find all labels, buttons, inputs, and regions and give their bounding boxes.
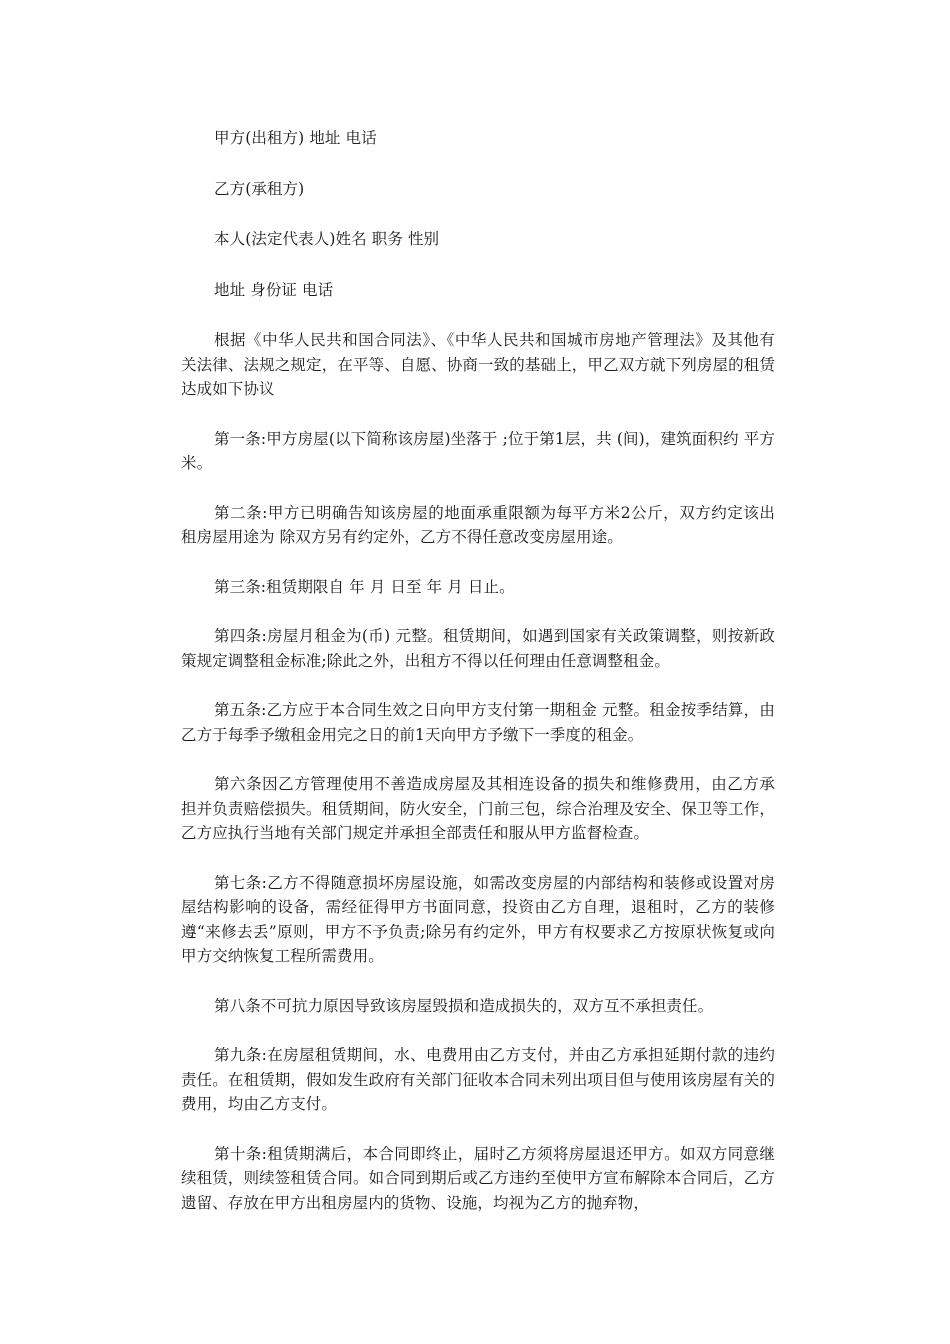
- article-7: 第七条:乙方不得随意损坏房屋设施，如需改变房屋的内部结构和装修或设置对房屋结构影响的设备，需经征得甲方书面同意，投资由乙方自理，退租时，乙方的装修遵“来修去丢”原则，甲方不予负责;除另有约定外，甲方有权要求乙方按原状恢复或向甲方交纳恢复工程所需费用。: [181, 873, 775, 965]
- document-body: [181, 126, 775, 1240]
- article-2: 第二条:甲方已明确告知该房屋的地面承重限额为每平方米2公斤，双方约定该出租房屋用途为 除双方另有约定外，乙方不得任意改变房屋用途。: [181, 503, 775, 546]
- article-3: 第三条:租赁期限自 年 月 日至 年 月 日止。: [214, 577, 515, 596]
- article-10: 第十条:租赁期满后，本合同即终止，届时乙方须将房屋退还甲方。如双方同意继续租赁，则续签租赁合同。如合同到期后或乙方违约至使甲方宣布解除本合同后，乙方遗留、存放在甲方出租房屋内的货物、设施，均视为乙方的抛弃物，: [181, 1144, 775, 1212]
- article-8: 第八条不可抗力原因导致该房屋毁损和造成损失的，双方互不承担责任。: [214, 996, 714, 1015]
- preamble-paragraph: 根据《中华人民共和国合同法》、《中华人民共和国城市房地产管理法》及其他有关法律、法规之规定，在平等、自愿、协商一致的基础上，甲乙双方就下列房屋的租赁达成如下协议: [181, 331, 775, 398]
- address-id-line: 地址 身份证 电话: [214, 280, 334, 299]
- article-6: 第六条因乙方管理使用不善造成房屋及其相连设备的损失和维修费用，由乙方承担并负责赔偿损失。租赁期间，防火安全，门前三包，综合治理及安全、保卫等工作，乙方应执行当地有关部门规定并承担全部责任和服从甲方监督检查。: [181, 775, 775, 842]
- article-5: 第五条:乙方应于本合同生效之日向甲方支付第一期租金 元整。租金按季结算，由乙方于每季予缴租金用完之日的前1天向甲方予缴下一季度的租金。: [181, 701, 775, 744]
- article-1: 第一条:甲方房屋(以下简称该房屋)坐落于 ;位于第1层，共 (间)，建筑面积约 平方米。: [181, 429, 775, 472]
- representative-line: 本人(法定代表人)姓名 职务 性别: [214, 230, 440, 248]
- article-9: 第九条:在房屋租赁期间，水、电费用由乙方支付，并由乙方承担延期付款的违约责任。在租赁期，假如发生政府有关部门征收本合同未列出项目但与使用该房屋有关的费用，均由乙方支付。: [181, 1046, 775, 1113]
- party-a-line: 甲方(出租方) 地址 电话: [214, 129, 377, 147]
- article-4: 第四条:房屋月租金为(币) 元整。租赁期间，如遇到国家有关政策调整，则按新政策规定调整租金标准;除此之外，出租方不得以任何理由任意调整租金。: [181, 627, 775, 670]
- party-b-line: 乙方(承租方): [214, 179, 305, 198]
